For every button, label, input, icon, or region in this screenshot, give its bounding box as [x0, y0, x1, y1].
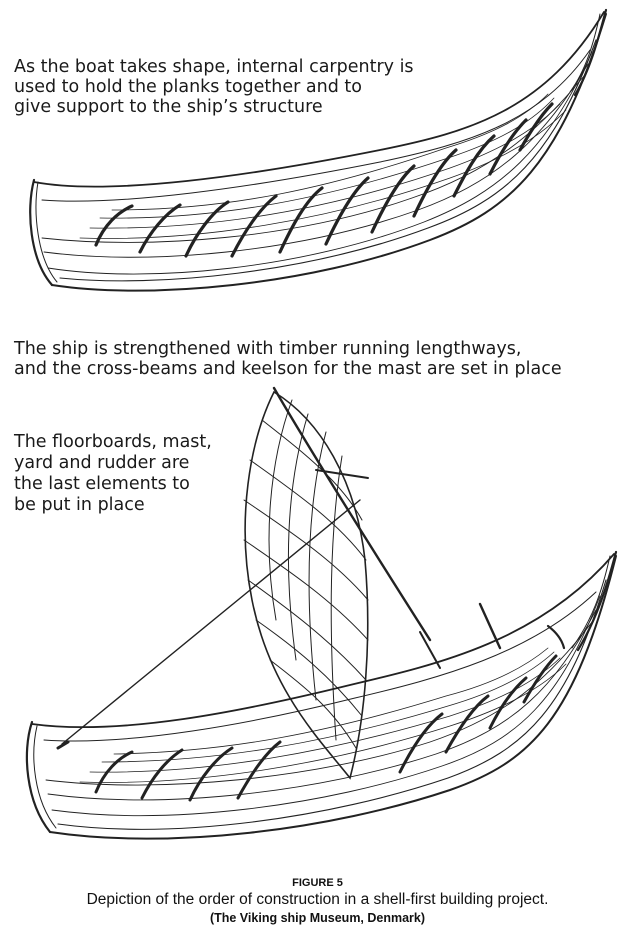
caption-line: yard and rudder are: [14, 453, 190, 473]
caption-line: The ship is strengthened with timber running lengthways,: [14, 339, 522, 359]
caption-line: and the cross-beams and keelson for the mast are set in place: [14, 359, 562, 379]
caption-line: The floorboards, mast,: [14, 432, 212, 452]
caption-line: be put in place: [14, 495, 145, 515]
caption-line: As the boat takes shape, internal carpentry is: [14, 57, 414, 77]
stage-frame-caption: [14, 57, 414, 117]
figure-label: FIGURE 5: [292, 877, 343, 889]
caption-line: used to hold the planks together and to: [14, 77, 362, 97]
hull-with-frames-drawing: [30, 10, 606, 291]
caption-line: the last elements to: [14, 474, 190, 494]
stage-finish-caption: [14, 432, 212, 516]
caption-line: give support to the ship’s structure: [14, 97, 323, 117]
stage-strengthen-caption: [14, 339, 562, 379]
figure-source: (The Viking ship Museum, Denmark): [209, 911, 426, 925]
figure-description: Depiction of the order of construction in a shell-first building project.: [86, 891, 549, 908]
